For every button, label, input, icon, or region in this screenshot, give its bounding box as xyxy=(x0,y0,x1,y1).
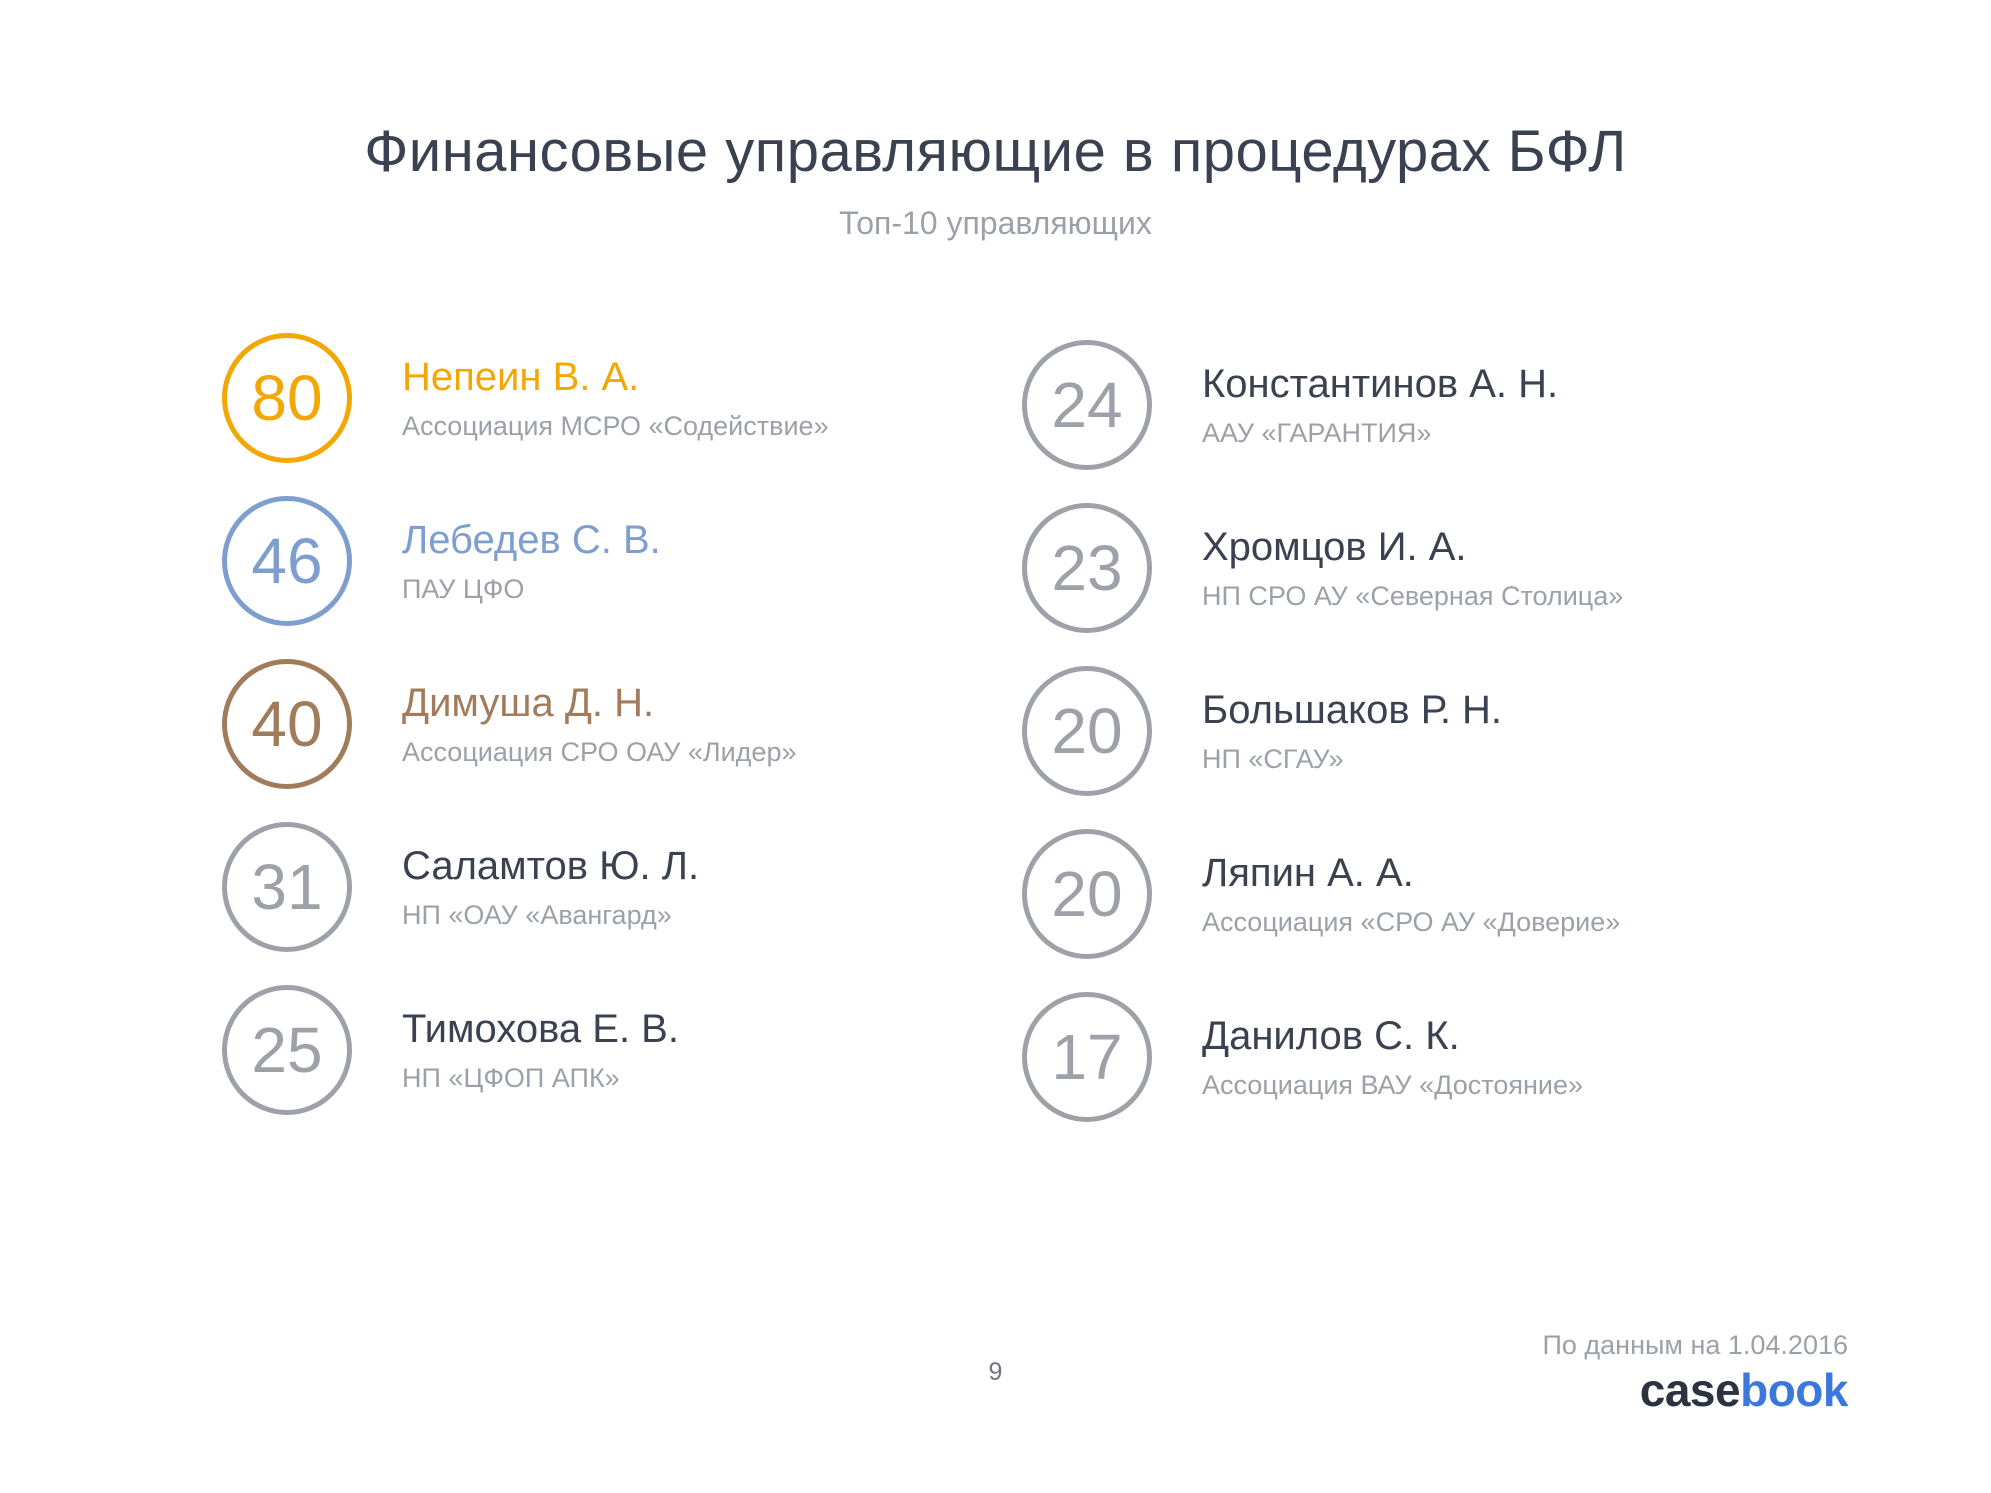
ranking-item xyxy=(1022,992,1623,1122)
manager-name: Данилов С. К. xyxy=(1202,1013,1460,1058)
rank-value-circle xyxy=(222,333,352,463)
ranking-item xyxy=(1022,666,1623,796)
manager-info xyxy=(1202,687,1502,775)
manager-organization: НП «ОАУ «Авангард» xyxy=(402,899,672,930)
manager-info xyxy=(402,517,661,605)
manager-info xyxy=(402,680,796,768)
manager-name: Саламтов Ю. Л. xyxy=(402,843,700,888)
rank-value-circle xyxy=(1022,992,1152,1122)
ranking-item xyxy=(222,333,829,463)
manager-info xyxy=(402,354,829,442)
manager-name: Хромцов И. А. xyxy=(1202,524,1467,569)
ranking-column-right xyxy=(1022,340,1623,1155)
logo-part-case: case xyxy=(1639,1364,1741,1416)
ranking-item xyxy=(1022,829,1623,959)
ranking-item xyxy=(1022,340,1623,470)
manager-name: Тимохова Е. В. xyxy=(402,1006,679,1051)
manager-organization: Ассоциация ВАУ «Достояние» xyxy=(1202,1069,1583,1100)
manager-info xyxy=(402,843,699,931)
rank-value: 80 xyxy=(251,362,323,434)
page-number: 9 xyxy=(988,1358,1003,1386)
manager-organization: ПАУ ЦФО xyxy=(402,573,525,604)
manager-name: Лебедев С. В. xyxy=(402,517,661,562)
manager-organization: Ассоциация МСРО «Содействие» xyxy=(402,410,829,441)
rank-value-circle xyxy=(1022,666,1152,796)
ranking-item xyxy=(222,985,829,1115)
logo-part-book: book xyxy=(1740,1364,1848,1416)
manager-organization: НП СРО АУ «Северная Столица» xyxy=(1202,580,1624,611)
rank-value-circle xyxy=(222,659,352,789)
ranking-item xyxy=(222,659,829,789)
manager-organization: НП «СГАУ» xyxy=(1202,743,1344,774)
manager-organization: Ассоциация «СРО АУ «Доверие» xyxy=(1202,906,1621,937)
manager-name: Димуша Д. Н. xyxy=(402,680,655,725)
casebook-logo xyxy=(1542,1364,1848,1416)
ranking-item xyxy=(222,822,829,952)
page-title: Финансовые управляющие в процедурах БФЛ xyxy=(364,119,1627,184)
footer xyxy=(1542,1330,1848,1416)
rank-value: 20 xyxy=(1051,858,1123,930)
rank-value-circle xyxy=(1022,340,1152,470)
rank-value: 17 xyxy=(1051,1021,1123,1093)
manager-info xyxy=(1202,1013,1583,1101)
ranking-item xyxy=(1022,503,1623,633)
manager-info xyxy=(1202,524,1623,612)
manager-name: Непеин В. А. xyxy=(402,354,640,399)
rank-value-circle xyxy=(1022,829,1152,959)
data-date-note: По данным на 1.04.2016 xyxy=(1542,1330,1848,1360)
manager-organization: ААУ «ГАРАНТИЯ» xyxy=(1202,417,1432,448)
rank-value: 46 xyxy=(251,525,323,597)
rank-value: 25 xyxy=(251,1014,323,1086)
manager-name: Константинов А. Н. xyxy=(1202,361,1559,406)
rank-value: 20 xyxy=(1051,695,1123,767)
manager-info xyxy=(1202,361,1558,449)
rank-value: 23 xyxy=(1051,532,1123,604)
rank-value-circle xyxy=(1022,503,1152,633)
rank-value: 24 xyxy=(1051,369,1123,441)
manager-organization: НП «ЦФОП АПК» xyxy=(402,1062,620,1093)
ranking-column-left xyxy=(222,333,829,1148)
manager-name: Ляпин А. А. xyxy=(1202,850,1414,895)
slide-header xyxy=(0,118,1991,242)
rank-value-circle xyxy=(222,496,352,626)
rank-value: 40 xyxy=(251,688,323,760)
manager-organization: Ассоциация СРО ОАУ «Лидер» xyxy=(402,736,797,767)
manager-info xyxy=(1202,850,1620,938)
rank-value-circle xyxy=(222,822,352,952)
manager-info xyxy=(402,1006,679,1094)
ranking-item xyxy=(222,496,829,626)
rank-value: 31 xyxy=(251,851,323,923)
manager-name: Большаков Р. Н. xyxy=(1202,687,1503,732)
rank-value-circle xyxy=(222,985,352,1115)
page-subtitle: Топ-10 управляющих xyxy=(839,205,1152,241)
